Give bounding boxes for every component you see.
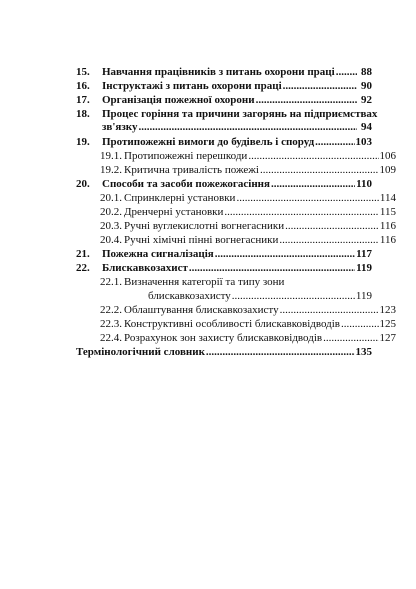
toc-leader xyxy=(232,290,355,303)
toc-entry-22-1[interactable] xyxy=(76,276,396,289)
toc-entry-page: 116 xyxy=(379,220,396,232)
toc-entry-19-1[interactable] xyxy=(76,150,396,163)
toc-entry-number: 22.2. xyxy=(100,304,122,316)
toc-leader xyxy=(138,121,357,134)
toc-entry-19[interactable] xyxy=(76,136,372,149)
toc-entry-number: 20.1. xyxy=(100,192,122,204)
toc-leader xyxy=(224,206,379,219)
toc-entry-20-3[interactable] xyxy=(76,220,396,233)
toc-leader xyxy=(323,332,378,345)
toc-leader xyxy=(260,164,379,177)
toc-entry-title: Навчання працівників з питань охорони праці xyxy=(102,66,335,78)
toc-entry-15[interactable] xyxy=(76,66,372,79)
toc-entry-number: 19.1. xyxy=(100,150,122,162)
toc-entry-number: 18. xyxy=(76,108,90,120)
toc-entry-16[interactable] xyxy=(76,80,372,93)
toc-entry-title: Процес горіння та причини загорянь на підприємствах xyxy=(102,108,378,120)
toc-entry-glossary[interactable] xyxy=(76,346,372,359)
toc-entry-title: Блискавкозахист xyxy=(102,262,188,274)
toc-entry-page: 127 xyxy=(379,332,396,344)
toc-entry-20-2[interactable] xyxy=(76,206,396,219)
toc-entry-17[interactable] xyxy=(76,94,372,107)
toc-entry-page: 123 xyxy=(379,304,396,316)
toc-entry-page: 110 xyxy=(356,178,372,190)
toc-leader xyxy=(215,248,355,261)
toc-entry-number: 22. xyxy=(76,262,90,274)
toc-entry-title: Організація пожежної охорони xyxy=(102,94,255,106)
toc-entry-page: 115 xyxy=(379,206,396,218)
toc-entry-number: 15. xyxy=(76,66,90,78)
toc-entry-22-2[interactable] xyxy=(76,304,396,317)
toc-entry-page: 109 xyxy=(379,164,396,176)
toc-entry-title: Протипожежні вимоги до будівель і споруд xyxy=(102,136,315,148)
toc-entry-number: 20.3. xyxy=(100,220,122,232)
toc-entry-title: Протипожежні перешкоди xyxy=(124,150,248,162)
toc-entry-number: 20.4. xyxy=(100,234,122,246)
toc-entry-title: Розрахунок зон захисту блискавковідводів xyxy=(124,332,323,344)
toc-leader xyxy=(283,80,357,93)
toc-entry-21[interactable] xyxy=(76,248,372,261)
toc-leader xyxy=(206,346,355,359)
toc-entry-20-1[interactable] xyxy=(76,192,396,205)
toc-entry-title: Критична тривалість пожежі xyxy=(124,164,259,176)
toc-leader xyxy=(248,150,378,163)
toc-entry-page: 90 xyxy=(361,80,372,92)
toc-entry-22-4[interactable] xyxy=(76,332,396,345)
toc-leader xyxy=(336,66,357,79)
toc-entry-page: 135 xyxy=(355,346,372,358)
toc-entry-number: 19.2. xyxy=(100,164,122,176)
toc-entry-title: Облаштування блискавкозахисту xyxy=(124,304,279,316)
toc-entry-18-continuation[interactable] xyxy=(76,121,372,134)
toc-entry-22[interactable] xyxy=(76,262,372,275)
toc-entry-19-2[interactable] xyxy=(76,164,396,177)
toc-entry-22-1-continuation[interactable] xyxy=(76,290,372,303)
toc-entry-number: 22.1. xyxy=(100,276,122,288)
toc-entry-number: 20. xyxy=(76,178,90,190)
toc-entry-title: Конструктивні особливості блискавковідводів xyxy=(124,318,340,330)
toc-entry-page: 119 xyxy=(355,290,372,302)
toc-entry-20[interactable] xyxy=(76,178,372,191)
toc-leader xyxy=(271,178,355,191)
toc-entry-page: 125 xyxy=(379,318,396,330)
toc-leader xyxy=(256,94,357,107)
toc-entry-title: Пожежна сигналізація xyxy=(102,248,214,260)
toc-entry-number: 17. xyxy=(76,94,90,106)
toc-entry-number: 22.3. xyxy=(100,318,122,330)
toc-leader xyxy=(236,192,378,205)
toc-entry-number: 16. xyxy=(76,80,90,92)
toc-entry-page: 119 xyxy=(356,262,372,274)
toc-entry-title: Ручні вуглекислотні вогнегасники xyxy=(124,220,285,232)
toc-entry-number: 19. xyxy=(76,136,90,148)
toc-entry-title: Спринклерні установки xyxy=(124,192,236,204)
toc-entry-page: 114 xyxy=(379,192,396,204)
toc-entry-title: Ручні хімічні пінні вогнегасники xyxy=(124,234,279,246)
toc-entry-number: 21. xyxy=(76,248,90,260)
toc-leader xyxy=(315,136,354,149)
toc-entry-title: Дренчерні установки xyxy=(124,206,224,218)
toc-entry-22-3[interactable] xyxy=(76,318,396,331)
toc-leader xyxy=(279,234,379,247)
toc-entry-page: 94 xyxy=(361,121,372,133)
toc-entry-page: 117 xyxy=(356,248,372,260)
toc-entry-page: 92 xyxy=(361,94,372,106)
toc-entry-title-continuation: зв'язку xyxy=(102,121,138,133)
toc-entry-title: Способи та засоби пожежогасіння xyxy=(102,178,270,190)
toc-leader xyxy=(285,220,379,233)
toc-leader xyxy=(280,304,379,317)
toc-entry-20-4[interactable] xyxy=(76,234,396,247)
toc-entry-page: 116 xyxy=(379,234,396,246)
toc-entry-page: 106 xyxy=(379,150,396,162)
toc-entry-page: 103 xyxy=(355,136,372,148)
toc-entry-title-continuation: блискавкозахисту xyxy=(148,290,231,302)
toc-leader xyxy=(189,262,355,275)
toc-entry-title: Інструктажі з питань охорони праці xyxy=(102,80,282,92)
toc-entry-title: Визначення категорії та типу зони xyxy=(124,276,285,288)
toc-entry-page: 88 xyxy=(361,66,372,78)
toc-leader xyxy=(341,318,379,331)
toc-entry-number: 20.2. xyxy=(100,206,122,218)
toc-entry-number: 22.4. xyxy=(100,332,122,344)
toc-entry-18[interactable] xyxy=(76,108,378,121)
toc-entry-title: Термінологічний словник xyxy=(76,346,205,358)
